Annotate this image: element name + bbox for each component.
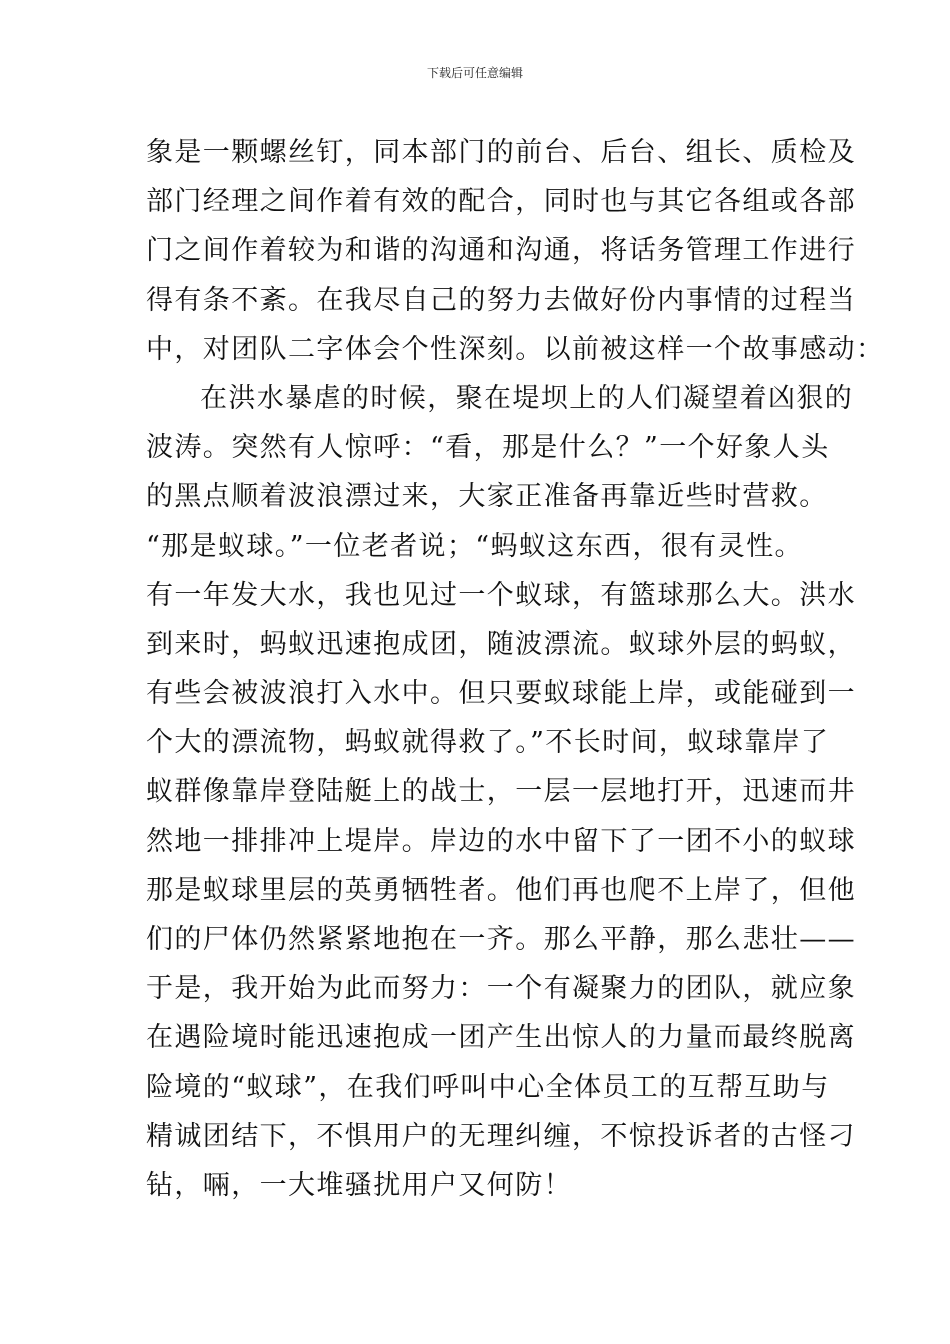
text-line: 门之间作着较为和谐的沟通和沟通，将话务管理工作进行 <box>146 235 856 267</box>
text-line: 有一年发大水，我也见过一个蚁球，有篮球那么大。洪水 <box>146 579 856 611</box>
text-line: 们的尸体仍然紧紧地抱在一齐。那么平静，那么悲壮—— <box>146 924 856 955</box>
paragraph-first-line: 在洪水暴虐的时候，聚在堤坝上的人们凝望着凶狠的 <box>200 382 854 414</box>
text-line: 蚁群像靠岸登陆艇上的战士，一层一层地打开，迅速而井 <box>146 776 856 808</box>
text-line: 险境的“蚁球”，在我们呼叫中心全体员工的互帮互助与 <box>146 1071 830 1103</box>
text-line: 的黑点顺着波浪漂过来，大家正准备再靠近些时营救。 <box>146 481 828 513</box>
text-line: 钻，啢，一大堆骚扰用户又何防！ <box>146 1169 572 1201</box>
text-line: 然地一排排冲上堤岸。岸边的水中留下了一团不小的蚁球 <box>146 825 856 857</box>
text-line: 在遇险境时能迅速抱成一团产生出惊人的力量而最终脱离 <box>146 1022 856 1054</box>
text-line: 波涛。突然有人惊呼：“看，那是什么？”一个好象人头 <box>146 432 830 464</box>
text-line: “那是蚁球。”一位老者说；“蚂蚁这东西，很有灵性。 <box>146 530 803 562</box>
text-line: 得有条不紊。在我尽自己的努力去做好份内事情的过程当 <box>146 284 856 316</box>
text-line: 部门经理之间作着有效的配合，同时也与其它各组或各部 <box>146 186 856 218</box>
text-line: 象是一颗螺丝钉，同本部门的前台、后台、组长、质检及 <box>146 137 856 168</box>
text-line: 到来时，蚂蚁迅速抱成团，随波漂流。蚁球外层的蚂蚁， <box>146 628 856 660</box>
text-line: 中，对团队二字体会个性深刻。以前被这样一个故事感动： <box>146 333 885 365</box>
text-line: 有些会被波浪打入水中。但只要蚁球能上岸，或能碰到一 <box>146 678 856 710</box>
text-line: 那是蚁球里层的英勇牺牲者。他们再也爬不上岸了，但他 <box>146 874 856 906</box>
text-line: 个大的漂流物，蚂蚁就得救了。”不长时间，蚁球靠岸了 <box>146 727 830 759</box>
text-line: 精诚团结下，不惧用户的无理纠缠，不惊投诉者的古怪刁 <box>146 1120 856 1152</box>
document-body <box>146 128 885 1210</box>
page-header: 下载后可任意编辑 <box>426 66 523 80</box>
text-line: 于是，我开始为此而努力：一个有凝聚力的团队，就应象 <box>146 973 856 1005</box>
